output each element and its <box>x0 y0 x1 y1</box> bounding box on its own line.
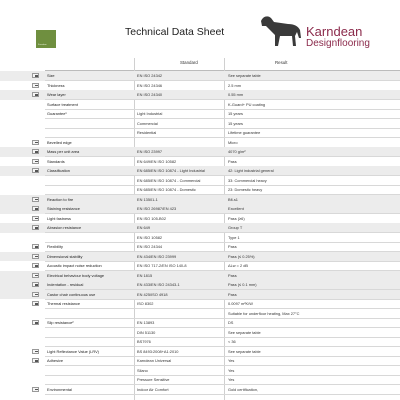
spec-standard: EN 1815 <box>137 272 153 278</box>
spec-icon <box>32 73 39 78</box>
spec-result: Pass <box>228 244 237 249</box>
spec-result: 42: Light industrial general <box>228 168 274 173</box>
spec-result: < 36 <box>228 339 236 344</box>
spec-icon <box>32 159 39 164</box>
spec-standard: EN ISO 10582 <box>137 234 163 240</box>
table-row <box>0 309 400 319</box>
table-row <box>0 366 400 376</box>
spec-standard: EN ISO 717-2/EN ISO 140-8 <box>137 263 187 268</box>
spec-result: 0.0097 m²K/W <box>228 301 253 306</box>
spec-result: 33: Commercial heavy <box>228 177 267 183</box>
table-row <box>0 356 400 366</box>
spec-result: Yes <box>228 377 235 382</box>
column-result: Result <box>275 60 288 65</box>
table-row <box>0 318 400 328</box>
brand-green-tile <box>36 30 56 48</box>
spec-result: 23: Domestic heavy <box>228 187 263 192</box>
spec-result: Pass <box>228 291 237 297</box>
spec-result: Lifetime guarantee <box>228 130 261 135</box>
table-row <box>0 204 400 214</box>
spec-label: Flexibility <box>47 244 63 249</box>
column-standard: Standard <box>180 60 198 65</box>
spec-icon <box>32 206 39 211</box>
spec-result: 15 years <box>228 111 243 116</box>
spec-standard: BS 8493:2008+A1:2010 <box>137 348 179 354</box>
spec-icon <box>32 225 39 230</box>
spec-standard: Residential <box>137 130 157 135</box>
spec-label: Surface treatment <box>47 101 78 107</box>
spec-label: Classification <box>47 168 70 173</box>
table-row <box>0 138 400 148</box>
table-row <box>0 71 400 81</box>
table-row <box>0 261 400 271</box>
spec-standard: EN 433/EN ISO 24343-1 <box>137 282 180 287</box>
spec-standard: Karndean Universal <box>137 358 172 363</box>
spec-label: Castor chair continuous use <box>47 291 96 297</box>
spec-icon <box>32 168 39 173</box>
spec-label: Bevelled edge <box>47 139 72 145</box>
spec-standard: EN 13501-1 <box>137 196 158 202</box>
table-row <box>0 337 400 347</box>
spec-standard: EN ISO 105-B02 <box>137 215 166 221</box>
spec-standard: Indoor Air Comfort <box>137 386 169 392</box>
table-row <box>0 119 400 129</box>
table-row <box>0 166 400 176</box>
spec-standard: EN 685/EN ISO 10874 - Commercial <box>137 177 201 183</box>
table-row <box>0 280 400 290</box>
spec-result: Pass (≤ 0.1 mm) <box>228 282 257 287</box>
spec-icon <box>32 92 39 97</box>
dog-logo-icon <box>258 12 304 52</box>
table-row <box>0 375 400 385</box>
spec-label: Reaction to fire <box>47 196 74 202</box>
table-row <box>0 347 400 357</box>
spec-icon <box>32 273 39 278</box>
spec-result: Pass <box>228 158 237 164</box>
spec-result: Pass (≤ 0.25%) <box>228 253 255 259</box>
spec-label: Abrasion resistance <box>47 225 82 230</box>
spec-result: See separate table <box>228 348 261 354</box>
spec-standard: EN ISO 23997 <box>137 149 163 154</box>
karndean-logo <box>258 12 398 56</box>
spec-standard: EN 685/EN ISO 10874 - Light Industrial <box>137 168 205 173</box>
spec-icon <box>32 349 39 354</box>
spec-icon <box>32 83 39 88</box>
table-row <box>0 128 400 138</box>
spec-result: 4070 g/m² <box>228 149 246 154</box>
spec-label: Dimensional stability <box>47 253 83 259</box>
spec-label: Thermal resistance <box>47 301 81 306</box>
spec-result: Yes <box>228 358 235 363</box>
spec-standard: EN 425/ISO 4918 <box>137 291 168 297</box>
table-row <box>0 109 400 119</box>
table-row <box>0 185 400 195</box>
spec-label: Size <box>47 73 55 78</box>
table-row <box>0 299 400 309</box>
spec-standard: DIN 51130 <box>137 329 156 335</box>
spec-label: Standards <box>47 158 65 164</box>
spec-result: See separate table <box>228 73 261 78</box>
table-row <box>0 90 400 100</box>
spec-result: Excellent <box>228 206 244 211</box>
spec-label: Electrical behaviour body voltage <box>47 272 105 278</box>
brand-subtitle: Designflooring <box>306 38 370 49</box>
spec-icon <box>32 358 39 363</box>
spec-icon <box>32 387 39 392</box>
spec-standard: BS7976 <box>137 339 151 344</box>
spec-result: Yes <box>228 367 235 373</box>
spec-standard: EN 649 <box>137 225 150 230</box>
spec-result: K-Guard+ PU coating <box>228 101 266 107</box>
table-row <box>0 195 400 205</box>
table-row <box>0 176 400 186</box>
table-row <box>0 223 400 233</box>
table-header <box>45 58 400 71</box>
spec-standard: EN ISO 24344 <box>137 244 163 249</box>
spec-standard: EN 685/EN ISO 10874 - Domestic <box>137 187 196 192</box>
spec-standard: EN ISO 24340 <box>137 92 163 97</box>
spec-result: Suitable for underfloor heating, Max 27°C <box>228 310 300 316</box>
brand-name: Karndean <box>306 24 363 39</box>
spec-icon <box>32 282 39 287</box>
spec-label: Light fastness <box>47 215 72 221</box>
spec-result: DS <box>228 320 234 325</box>
spec-standard: EN 649/EN ISO 10582 <box>137 158 177 164</box>
table-row <box>0 81 400 91</box>
table-row <box>0 242 400 252</box>
spec-standard: EN ISO 24342 <box>137 73 163 78</box>
table-row <box>0 233 400 243</box>
green-tile-label: Karndean <box>38 44 47 46</box>
spec-icon <box>32 140 39 145</box>
spec-label: Acoustic impact noise reduction <box>47 263 102 268</box>
spec-standard: Silano <box>137 367 148 373</box>
spec-icon <box>32 197 39 202</box>
spec-result: 0.55 mm <box>228 92 244 97</box>
spec-icon <box>32 292 39 297</box>
spec-standard: Commercial <box>137 120 158 126</box>
spec-standard: EN 13893 <box>137 320 155 325</box>
spec-label: Light Reflectance Value (LRV) <box>47 348 99 354</box>
spec-label: Indentation - residual <box>47 282 84 287</box>
spec-result: 2.5 mm <box>228 82 241 88</box>
spec-label: Staining resistance <box>47 206 80 211</box>
spec-standard: Light Industrial <box>137 111 163 116</box>
spec-result: See separate table <box>228 329 261 335</box>
spec-label: Mass per unit area <box>47 149 80 154</box>
spec-label: Environmental <box>47 386 72 392</box>
spec-result: Bfl-s1 <box>228 196 238 202</box>
table-row <box>0 290 400 300</box>
spec-label: Slip resistance² <box>47 320 74 325</box>
table-row <box>0 157 400 167</box>
spec-icon <box>32 263 39 268</box>
spec-label: Wear layer <box>47 92 66 97</box>
spec-standard: Pressure Sensitive <box>137 377 170 382</box>
table-row <box>0 271 400 281</box>
spec-result: ΔLw = 2 dB <box>228 263 249 268</box>
spec-icon <box>32 254 39 259</box>
spec-result: Micro <box>228 139 238 145</box>
table-row <box>0 385 400 395</box>
spec-label: Adhesive <box>47 358 64 363</box>
spec-result: Pass (≥6) <box>228 215 245 221</box>
spec-icon <box>32 149 39 154</box>
spec-icon <box>32 320 39 325</box>
spec-standard: EN ISO 24346 <box>137 82 163 88</box>
table-row <box>0 328 400 338</box>
table-row <box>0 100 400 110</box>
spec-standard: ISO 8302 <box>137 301 154 306</box>
spec-icon <box>32 244 39 249</box>
spec-label: Guarantee¹ <box>47 111 67 116</box>
table-row <box>0 214 400 224</box>
table-row <box>0 147 400 157</box>
row-divider <box>45 394 400 395</box>
spec-result: Gold certification, <box>228 386 259 392</box>
spec-result: 15 years <box>228 120 243 126</box>
spec-standard: EN 434/EN ISO 23999 <box>137 253 177 259</box>
spec-result: Group T <box>228 225 243 230</box>
spec-label: Thickness <box>47 82 65 88</box>
spec-icon <box>32 301 39 306</box>
table-row <box>0 252 400 262</box>
spec-table <box>0 71 400 394</box>
page-title: Technical Data Sheet <box>125 26 225 38</box>
spec-standard: EN ISO 26987/EN 423 <box>137 206 177 211</box>
spec-result: Type 1 <box>228 234 240 240</box>
spec-icon <box>32 216 39 221</box>
spec-result: Pass <box>228 272 237 278</box>
